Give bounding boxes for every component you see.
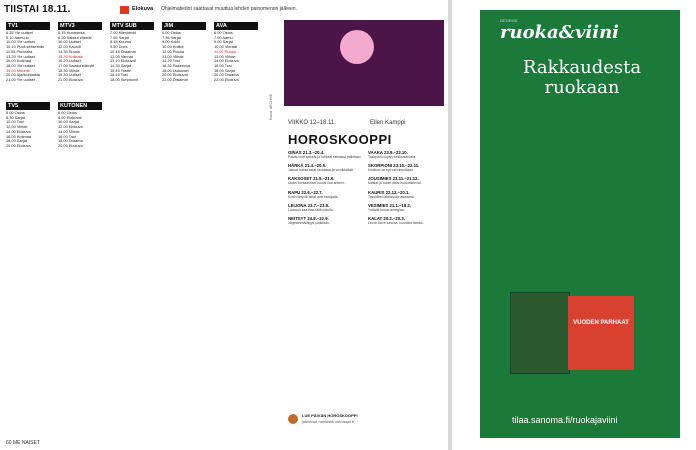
magazine-cover-image (510, 292, 570, 374)
program-item: 14.00 Elokuva (214, 59, 239, 64)
program-item: 22.00 Elokuva (214, 78, 239, 83)
sign-entry (368, 216, 443, 225)
program-item: 8.20 Salatut elämät (58, 35, 92, 40)
channel-column (110, 20, 160, 435)
sign-text: Levon tarve kasvaa, kuuntele itseäsi. (368, 221, 424, 226)
channel-name: AVA (214, 22, 258, 30)
horoscope-author: Ellen Kamppi (370, 120, 406, 126)
program-item: 18.00 Uutuudet (162, 68, 189, 73)
sign-entry (368, 176, 443, 185)
ad-brand-small: GEORGE (500, 18, 518, 23)
channel-name: KUTONEN (58, 102, 102, 110)
program-item: 5.00 Ostos (6, 111, 25, 115)
program-item: 10.00 Kotilot (162, 45, 184, 50)
program-item: 18.30 Viihde (58, 68, 80, 73)
ad-brand-logo: ruoka&viini (500, 22, 620, 43)
program-item: 16.30 Rakennus (162, 63, 191, 68)
sign-name: HÄRKÄ 21.4.–20.5. (288, 163, 327, 169)
program-item: 20.00 Ajankohtaista (6, 73, 40, 78)
program-item: 10.00 Uutiset (58, 40, 81, 45)
program-item: 11.55 Puutarha (6, 49, 33, 54)
program-item: 16.00 Kotimaa (6, 134, 32, 139)
program-item: 11.00 Ruoka (214, 49, 236, 54)
program-item: 18.00 Simpsonit (110, 78, 138, 83)
sign-name: OINAS 21.3.–20.4. (288, 150, 325, 155)
sign-text: Luovuus saa tilaa tällä viikolla. (288, 207, 334, 212)
speech-bubble-icon (288, 414, 298, 424)
program-item: 18.00 Yle uutiset (6, 63, 35, 68)
sign-entry (368, 203, 443, 212)
program-item: 12.00 Kauniit (58, 45, 81, 50)
sign-text: Uudet kohtaamiset tuovat iloa arkeen. (288, 181, 345, 186)
program-item: 19.00 Muumit (6, 68, 30, 73)
program-item: 16.40 Tosi (110, 73, 128, 78)
program-item: 13.00 Viihde (214, 54, 236, 59)
sign-name: VESIMIES 21.1.–19.2. (368, 202, 411, 208)
program-item: 10.00 Sarjat (58, 120, 79, 125)
tag-line: LUE PÄIVÄN HOROSKOOPPI (302, 413, 358, 418)
sign-entry (288, 216, 363, 225)
program-item: 7.35 Sarjat (162, 35, 181, 40)
program-item: 6.15 Huomenta (58, 31, 85, 35)
sign-name: NEITSYT 24.8.–22.9. (288, 216, 329, 222)
header-note: Ohjelmatiedot saattavat muuttua lehden painomenon jälkeen. (161, 6, 297, 12)
program-item: 18.00 Sarjat (6, 139, 27, 144)
program-item: 20.00 Elokuvat (162, 73, 188, 78)
ad-url[interactable]: tilaa.sanoma.fi/ruokajaviini (512, 415, 618, 425)
program-list (58, 31, 108, 83)
program-item: 6.00 Ostos (162, 31, 181, 35)
signs-column (288, 150, 363, 229)
program-item: 16.00 Tosi (58, 134, 76, 139)
sign-text: Tavoitteet lähestyvät tasaisesti. (368, 194, 415, 199)
horoscope-title: HOROSKOOPPI (288, 132, 392, 147)
sign-name: LEIJONA 23.7.–23.8. (288, 202, 330, 208)
sign-text: Päivät ovat selkeät ja rohkeat ratkaisut palkitaan. (288, 155, 362, 159)
program-item: 9.00 Kokki (162, 40, 181, 45)
sign-entry (288, 190, 363, 199)
program-item: 6.00 Ostos (214, 31, 233, 35)
sign-entry (368, 150, 443, 159)
horoscope-section (278, 20, 444, 438)
horoscope-week: VIIKKO 12–18.11. (288, 120, 336, 126)
program-item: 9.50 Docs (110, 45, 128, 50)
sign-entry (288, 150, 363, 159)
channel-name: MTV3 (58, 22, 102, 30)
program-item: 14.20 Tosi (162, 59, 180, 64)
channel-column (162, 20, 212, 435)
program-item: 8.30 Sarjat (6, 115, 25, 120)
day-title: TIISTAI 18.11. (4, 4, 71, 15)
program-item: 13.10 Elokuvat (110, 59, 136, 64)
program-item: 6.35 Yle uutiset (6, 31, 33, 35)
channel-name: JIM (162, 22, 206, 30)
sign-name: RAPU 22.6.–22.7. (288, 189, 323, 195)
program-item: 10.00 Vieraat (214, 45, 238, 50)
program-item: 6.00 Ostos (58, 111, 77, 115)
program-item: 14.30 Suurin (58, 49, 81, 54)
program-item: 7.55 Sarjat (110, 35, 129, 40)
program-item: 18.00 Sarjat (214, 68, 235, 73)
sign-entry (288, 163, 363, 172)
program-item: 8.00 Elokuvat (58, 115, 82, 120)
program-item: 10.00 Tosi (6, 120, 24, 125)
program-item: 7.00 Mieshenki (110, 31, 137, 35)
sign-entry (288, 176, 363, 185)
program-item: 7.00 Aamu (214, 35, 233, 40)
channel-name: TV1 (6, 22, 50, 30)
program-list (110, 31, 160, 83)
sign-name: VAAKA 23.9.–22.10. (368, 150, 408, 155)
sign-entry (368, 163, 443, 172)
program-item: 21.00 Yle uutiset (6, 78, 35, 83)
program-item: 14.00 Elokuva (6, 129, 31, 134)
sign-name: KAKSOSET 21.5.–21.6. (288, 176, 335, 182)
program-item: 16.20 Uutiset (58, 59, 81, 64)
tv-listings (6, 20, 266, 435)
program-item: 14.30 Sarjat (110, 63, 131, 68)
program-item: 15.30 Kotikatu (58, 54, 83, 59)
program-item: 17.00 Salatut elämät (58, 63, 94, 68)
program-item: 10.10 Puoli seitsemän (6, 45, 45, 50)
sign-name: KALAT 20.2.–20.3. (368, 216, 405, 222)
program-item: 20.00 Elokuva (6, 143, 31, 148)
sign-text: Ystävät tuovat energiaa. (368, 207, 405, 212)
film-marker-icon (120, 6, 129, 14)
magazine-cover-text: VUODEN PARHAAT (573, 320, 629, 326)
signs-column (368, 150, 443, 229)
program-item: 18.00 Draama (58, 139, 83, 144)
program-item: 19.30 Uutiset (58, 73, 81, 78)
sign-text: Tasapaino löytyy keskusteluista. (368, 155, 417, 159)
tag-sub: jokisivun merkistä menaiset.fi (302, 419, 355, 424)
channel-column (58, 100, 108, 450)
program-item: 20.00 Elokuva (58, 143, 83, 148)
program-item: 15.45 Tositv (110, 68, 131, 73)
header-brand: Elokuva (132, 6, 154, 12)
channel-column (6, 100, 56, 450)
ad-title: Rakkaudesta ruokaan (522, 57, 642, 98)
sign-text: Jaksat hoitaa asiat rauhassa ja sinnikkäästi. (288, 168, 354, 173)
horoscope-illustration (284, 20, 444, 106)
program-item: 22.00 Draamat (162, 78, 188, 83)
program-item: 9.00 Sarjat (214, 40, 233, 45)
program-item: 14.00 Viihde (58, 129, 80, 134)
horoscope-tagline (288, 412, 438, 428)
program-list (6, 31, 56, 83)
program-item: 12.00 Ruoka (162, 49, 185, 54)
sign-text: Järjestelmällisyys palkitaan. (288, 221, 330, 226)
program-item: 16.00 Kotimaa (6, 59, 32, 64)
program-list (214, 31, 264, 83)
program-item: 12.00 Elokuva (58, 125, 83, 130)
page-header (4, 4, 444, 16)
program-item: 13.20 Yle uutiset (6, 54, 35, 59)
program-item: 9.10 Aamu-tv (6, 35, 29, 40)
channel-column (214, 20, 264, 435)
page-footer: 60 ME NAISET (6, 440, 40, 446)
sign-text: Matkat ja uudet ideat houkuttelevat. (368, 181, 422, 186)
sign-name: KAURIS 22.12.–20.1. (368, 189, 410, 195)
sign-text: Intuitiosi on nyt vahvimmillaan. (368, 168, 414, 173)
program-item: 13.00 Viihde (162, 54, 184, 59)
sign-name: JOUSIMIES 23.11.–21.12. (368, 176, 419, 182)
program-item: 20.00 Draama (214, 73, 239, 78)
program-item: 8.45 Kuuma (110, 40, 131, 45)
program-item: 12.05 Vanhat (110, 54, 133, 59)
sign-entry (368, 190, 443, 199)
side-credit: Kuvat: ARCHIVE (269, 93, 273, 120)
channel-name: MTV SUB (110, 22, 154, 30)
sign-name: SKORPIONI 23.10.–22.11. (368, 163, 420, 169)
zodiac-symbol-icon (340, 30, 374, 64)
program-item: 10.00 Yle uutiset (6, 40, 35, 45)
zodiac-signs (288, 150, 444, 400)
program-item: 16.00 Tosi (214, 63, 232, 68)
right-page-ad (452, 0, 696, 450)
program-list (162, 31, 212, 83)
sign-entry (288, 203, 363, 212)
program-item: 21.00 Elokuva (58, 78, 83, 83)
sign-text: Kotiin liittyvät asiat ovat etusijalla. (288, 194, 339, 199)
program-item: 12.00 Viihde (6, 125, 28, 130)
program-item: 10.45 Draamat (110, 49, 136, 54)
channel-name: TV5 (6, 102, 50, 110)
magazine-cover-image (568, 296, 634, 370)
